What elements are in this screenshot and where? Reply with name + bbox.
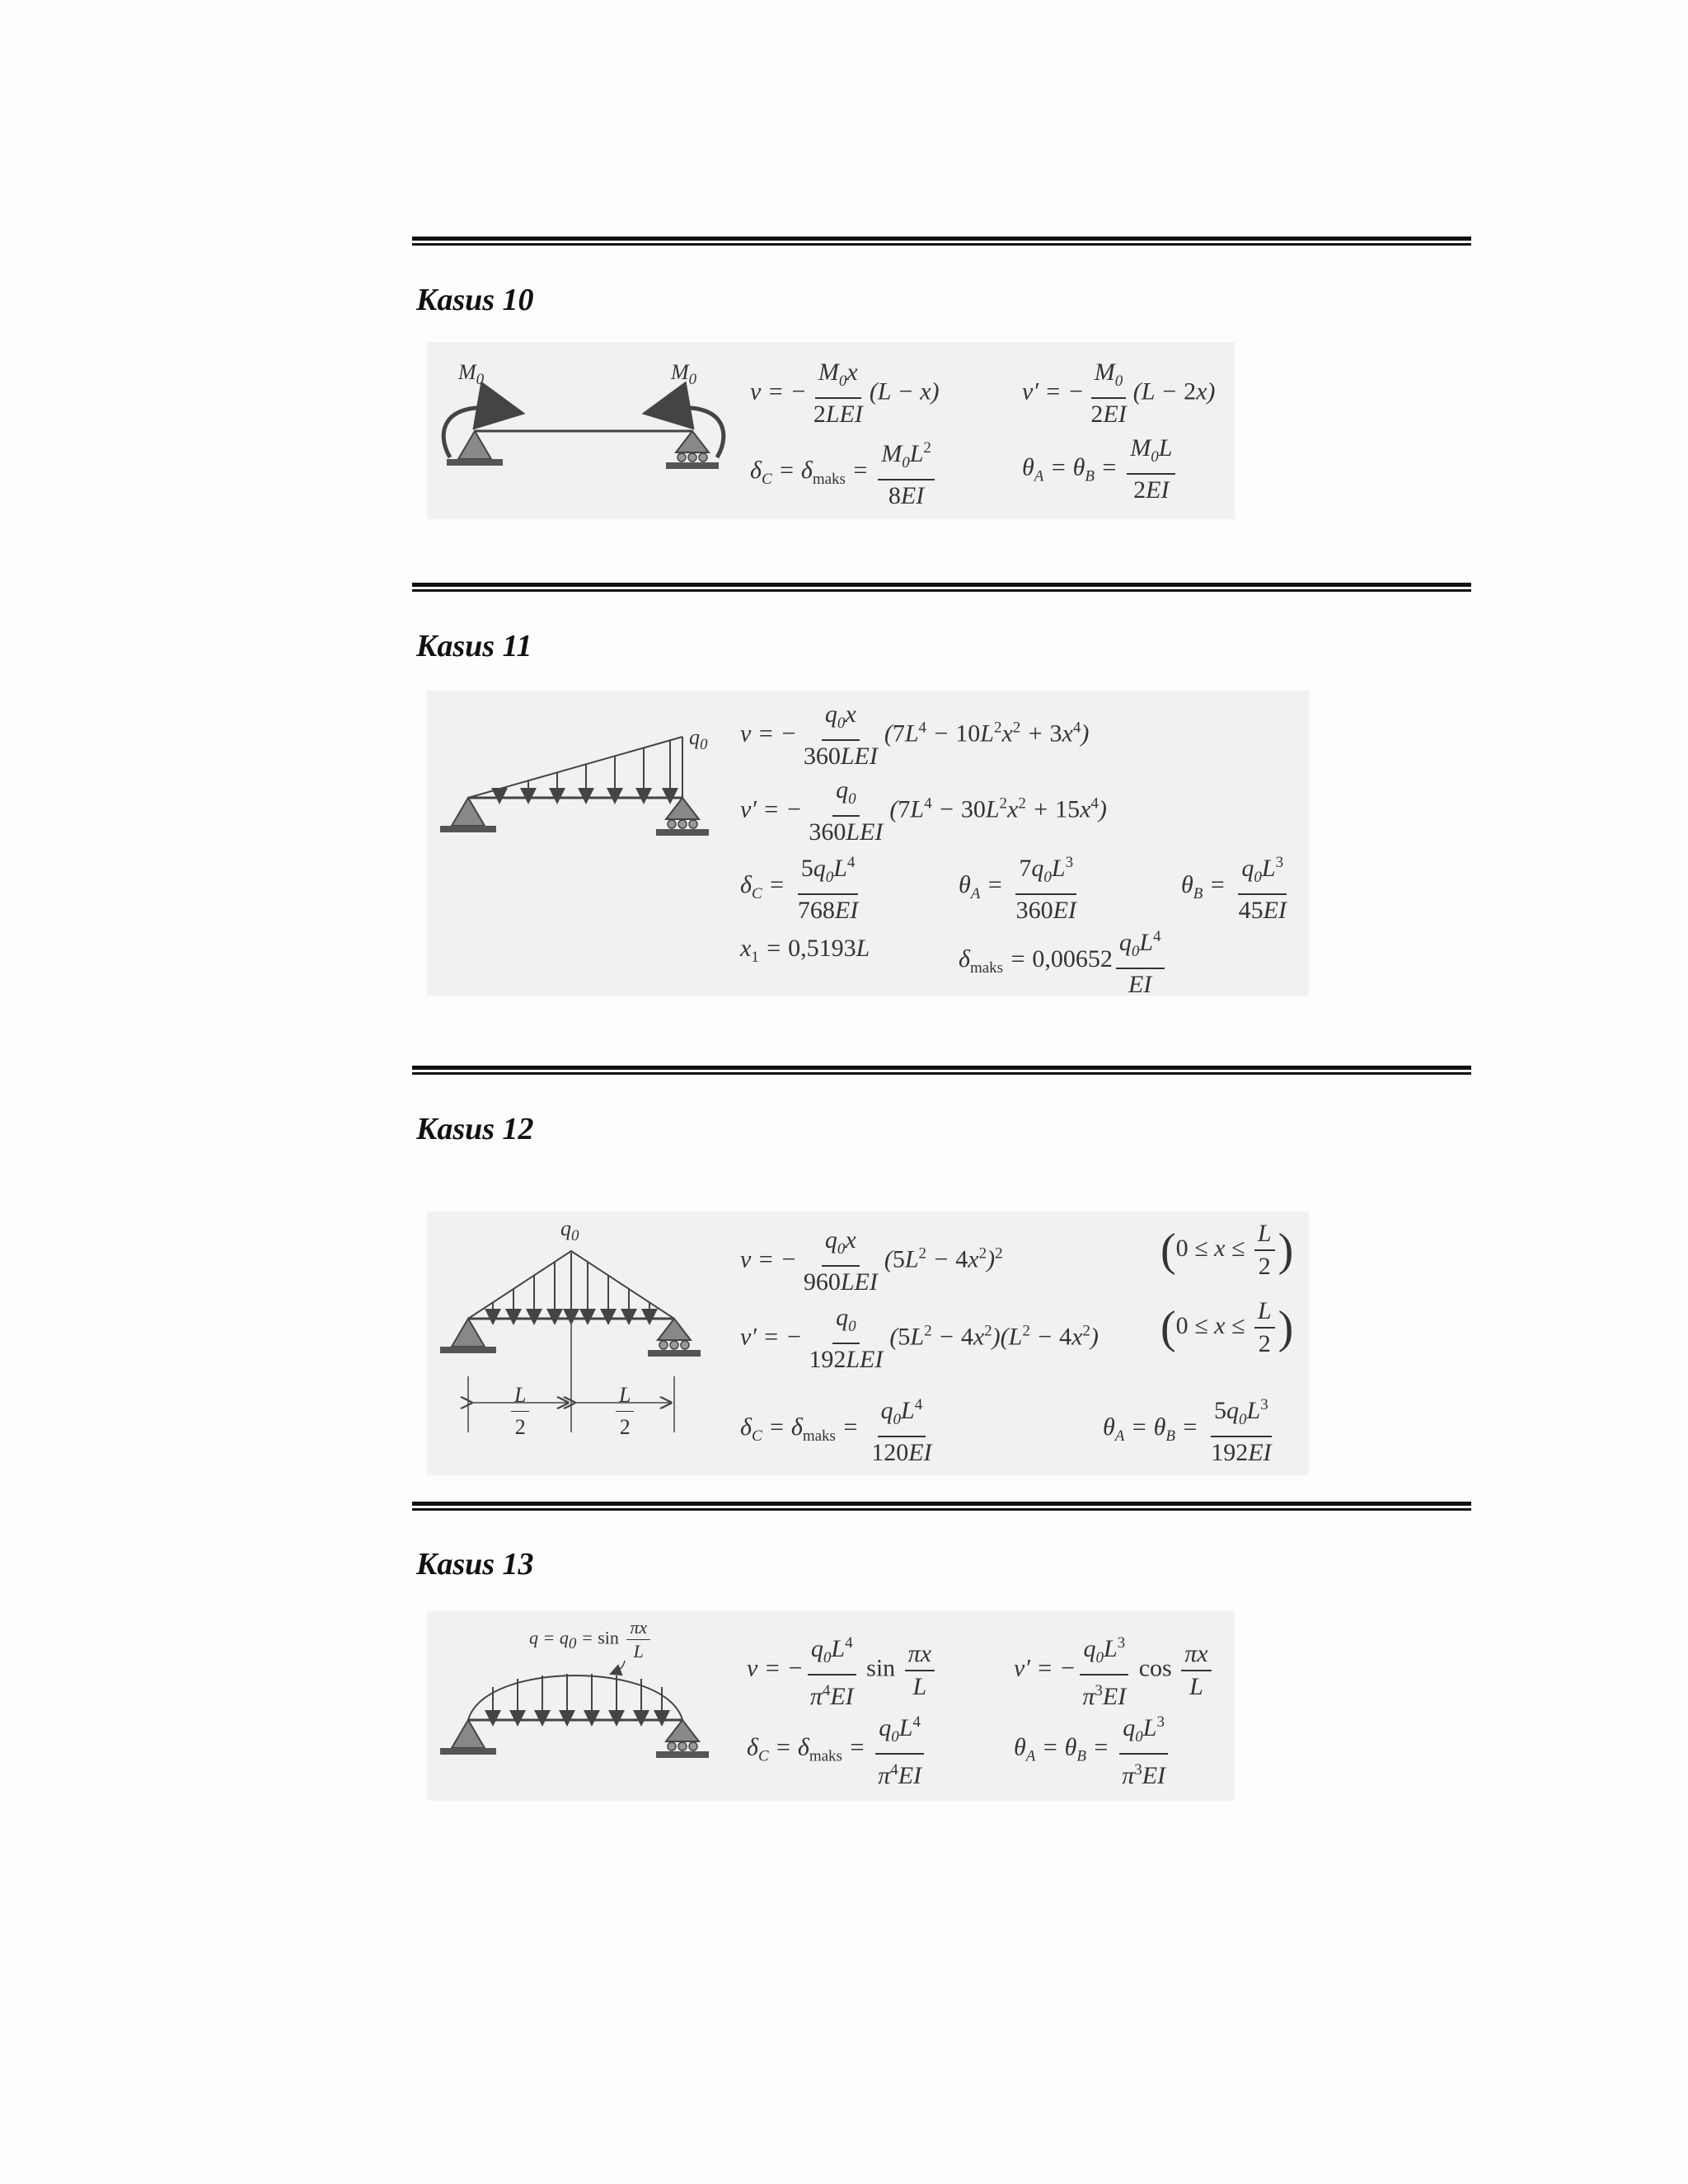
case-13-delta: $\delta_C = \delta_{maks}$ = $\frac{q_0L^4}{\pi^4EI}$ xyxy=(747,1708,928,1790)
left-moment-label: $M_0$ xyxy=(458,360,485,389)
section-rule xyxy=(412,583,1471,593)
load-line xyxy=(468,737,682,798)
case-10-panel xyxy=(427,342,1235,519)
roller-support-icon xyxy=(666,1720,699,1741)
case-12-v-prime-range: (0 ≤ x ≤ $\frac{L}{2}$ ) xyxy=(1160,1297,1294,1357)
load-label: $q_0$ xyxy=(560,1216,579,1245)
pin-support-icon xyxy=(452,798,485,826)
case-11-delta-c: $\delta_C$ = $\frac{5q_0L^4}{768EI}$ xyxy=(740,849,865,925)
case-10-v: v = − $\frac{M_0x}{\text{2LEI}}$ (L − x) xyxy=(750,359,940,428)
section-rule xyxy=(412,1066,1471,1076)
case-12-delta: $\delta_C = \delta_{maks}$ = $\frac{q_0L^4}{120EI}$ xyxy=(740,1391,939,1467)
case-11-x1: $x_1 = 0,5193L$ xyxy=(740,935,870,966)
section-rule xyxy=(412,1502,1471,1511)
load-curve xyxy=(468,1675,682,1720)
span-left-label: $\frac{L}{2}$ xyxy=(508,1381,532,1441)
case-10-delta: $\delta_C = \delta_{maks}$ = $\frac{M_0L^2}{8EI}$ xyxy=(750,434,938,510)
case-11-delta-max: $\delta_{maks} = 0,00652$ $\frac{q_0L^4}{EI}$ xyxy=(959,923,1168,999)
load-arrows xyxy=(493,1253,649,1317)
case-11-v-prime: v′ = − $\frac{q_0}{\text{360LEI}}$ $(7L^4 - 30L^2x^2 + 15x^4)$ xyxy=(740,776,1107,846)
load-arrows xyxy=(493,1674,662,1718)
case-11-theta-a: $\theta_A$ = $\frac{7q_0L^3}{360EI}$ xyxy=(959,849,1083,925)
pin-support-icon xyxy=(452,1720,485,1748)
case-12-v: v = − $\frac{q_0x}{\text{960LEI}}$ $(5L^2 - 4x^2)^2$ xyxy=(740,1226,1003,1296)
load-label: $q_0$ xyxy=(689,725,708,754)
case-13-v: v = − $\frac{q_0L^4}{\pi^4EI}$ sin $\frac{\pi x}{L}$ xyxy=(747,1629,938,1711)
case-10-title: Kasus 10 xyxy=(416,283,534,317)
case-13-theta: $\theta_A = \theta_B$ = $\frac{q_0L^3}{\pi^3EI}$ xyxy=(1014,1708,1172,1790)
case-12-v-range: (0 ≤ x ≤ $\frac{L}{2}$ ) xyxy=(1160,1220,1294,1280)
section-rule xyxy=(412,237,1471,246)
case-11-title: Kasus 11 xyxy=(416,629,532,663)
roller-support-icon xyxy=(666,798,699,819)
roller-support-icon xyxy=(658,1319,691,1340)
case-12-title: Kasus 12 xyxy=(416,1112,534,1146)
case-13-title: Kasus 13 xyxy=(416,1547,534,1582)
roller-support-icon xyxy=(676,431,709,452)
span-right-label: $\frac{L}{2}$ xyxy=(612,1381,637,1441)
case-11-panel xyxy=(427,691,1309,996)
case-13-v-prime: v′ = − $\frac{q_0L^3}{\pi^3EI}$ cos $\frac{\pi x}{L}$ xyxy=(1014,1629,1215,1711)
case-12-panel xyxy=(427,1212,1309,1475)
load-label: q = q0 = sin $\frac{\pi x}{L}$ xyxy=(529,1618,654,1661)
case-10-theta: $\theta_A = \theta_B$ = $\frac{M_0L}{2EI}$ xyxy=(1022,434,1179,504)
case-12-theta: $\theta_A = \theta_B$ = $\frac{5q_0L^3}{192EI}$ xyxy=(1103,1391,1278,1467)
pin-support-icon xyxy=(458,431,491,459)
case-10-v-prime: v′ = − $\frac{M_0}{2EI}$ (L − 2x) xyxy=(1022,359,1216,428)
case-11-v: v = − $\frac{q_0x}{\text{360LEI}}$ $(7L^4 - 10L^2x^2 + 3x^4)$ xyxy=(740,701,1090,770)
case-13-panel xyxy=(427,1611,1235,1801)
case-11-theta-b: $\theta_B$ = $\frac{q_0L^3}{45EI}$ xyxy=(1181,849,1293,925)
load-arrows xyxy=(499,741,670,796)
pin-support-icon xyxy=(452,1319,485,1347)
case-12-v-prime: v′ = − $\frac{q_0}{\text{192LEI}}$ $(5L^2 - 4x^2)(L^2 - 4x^2)$ xyxy=(740,1304,1099,1373)
right-moment-label: $M_0$ xyxy=(671,360,697,389)
